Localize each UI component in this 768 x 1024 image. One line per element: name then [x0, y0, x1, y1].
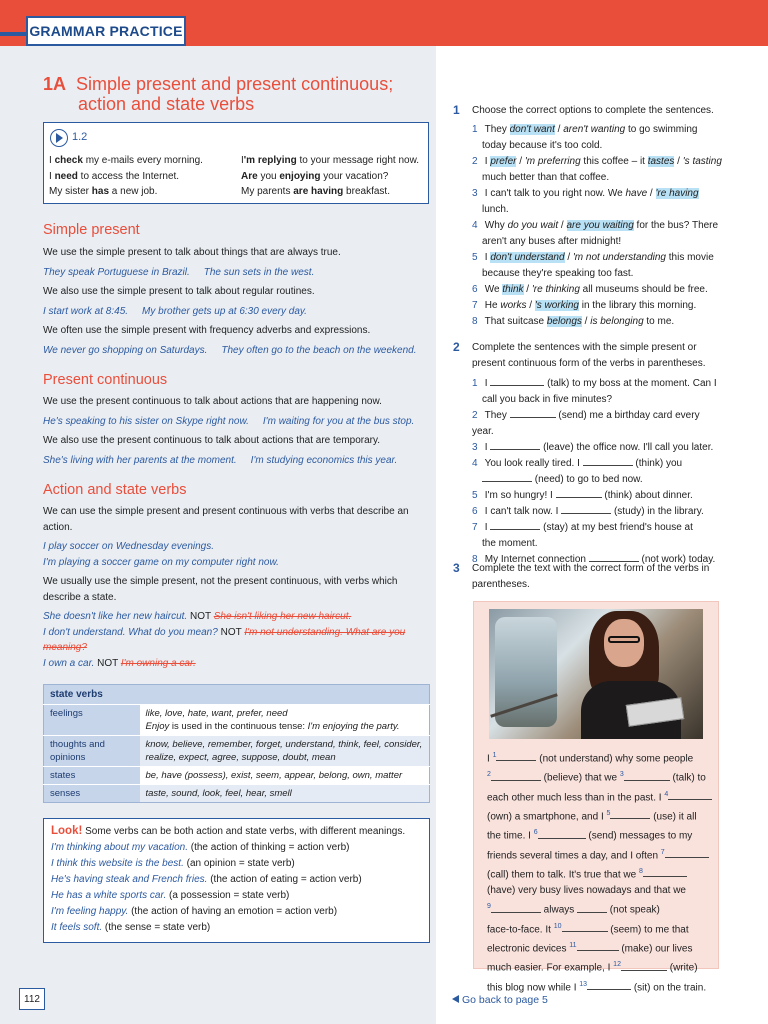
- answer-blank[interactable]: [577, 903, 607, 913]
- blog-text: I $^1$ (not understand) why some people $^2$ (believe) that we $^3$ (talk) to each other much less than in the past. I $^4$ (own) a smartphone, and I $^5$ (use) it all the time. I $^6$ (send) messages to my friends several times a day, and I often $^7$ (call) them to talk. It's true that we $^8$ (have) very busy lives nowadays and that we $^9$ always (not speak) face-to-face. It $^{10}$ (seem) to me that electronic devices $^{11}$ (make) our lives much easier. For example, I $^{12}$ (write) this blog now while I $^{13}$ (sit) on the train.: [487, 748, 715, 996]
- unit-title-line1: Simple present and present continuous;: [76, 74, 394, 94]
- table-cell-key: states: [44, 767, 140, 785]
- look-line: I'm feeling happy. (the action of having an emotion = action verb): [51, 906, 338, 917]
- exercise-item: 7 He works / 's working in the library this morning.: [472, 300, 697, 311]
- exercise2-items: 1 I (talk) to my boss at the moment. Can I call you back in five minutes? 2 They (send) me a birthday card every year. 3 I (leave) the office now. I'll call you later. 4 You look really tired. I (think) you (need) to go to bed now. 5 I'm so hungry! I (think) about dinner. 6 I can't talk now. I (study) in the library. 7 I (stay) at my best friend's house at the moment. 8 My Internet connection (not work) today.: [472, 376, 722, 568]
- rule-text: We can use the simple present and present continuous with verbs that describe an action.: [43, 506, 409, 533]
- audio-line: My sister has a new job.: [49, 186, 158, 197]
- action-state-heading: Action and state verbs: [43, 482, 187, 498]
- exercise-item: 7 I (stay) at my best friend's house at: [472, 522, 693, 533]
- rule-text: We also use the simple present to talk about regular routines.: [43, 286, 315, 297]
- exercise-item: 5 I don't understand / 'm not understanding this movie: [472, 252, 714, 263]
- answer-blank[interactable]: [490, 376, 544, 386]
- audio-examples-right: [241, 153, 419, 200]
- exercise-item: 4 You look really tired. I (think) you: [472, 458, 683, 469]
- exercise-item: 8 My Internet connection (not work) today.: [472, 554, 716, 565]
- answer-blank[interactable]: [561, 504, 611, 514]
- audio-examples-left: [49, 153, 203, 200]
- answer-blank[interactable]: [587, 980, 631, 990]
- audio-example-box: [43, 122, 429, 204]
- exercise-item: 4 Why do you wait / are you waiting for the bus? There: [472, 220, 719, 231]
- unit-title: [43, 74, 433, 114]
- rule-text: We usually use the simple present, not the present continuous, with verbs which describe a state.: [43, 576, 398, 603]
- table-cell-key: thoughts and opinions: [44, 736, 140, 767]
- example-line: They speak Portuguese in Brazil. The sun sets in the west.: [43, 266, 315, 278]
- exercise-item: 2 They (send) me a birthday card every year.: [472, 410, 700, 437]
- audio-line: My parents are having breakfast.: [241, 186, 390, 197]
- table-row: [44, 767, 430, 785]
- audio-line: Are you enjoying your vacation?: [241, 170, 389, 182]
- exercise-item: 5 I'm so hungry! I (think) about dinner.: [472, 490, 693, 501]
- unit-title-line2: action and state verbs: [78, 94, 255, 114]
- audio-line: I check my e-mails every morning.: [49, 155, 203, 166]
- face: [604, 619, 644, 667]
- rule-text: We often use the simple present with frequency adverbs and expressions.: [43, 325, 371, 336]
- rule-text: We also use the present continuous to talk about actions that are temporary.: [43, 435, 381, 446]
- answer-blank[interactable]: [610, 809, 650, 819]
- example-line: He's speaking to his sister on Skype right now. I'm waiting for you at the bus stop.: [43, 415, 415, 427]
- exercise-item: 2 I prefer / 'm preferring this coffee – it tastes / 's tasting: [472, 156, 722, 167]
- example-line: I don't understand. What do you mean? NOT I'm not understanding. What are you meaning?: [43, 626, 406, 653]
- example-line: We never go shopping on Saturdays. They often go to the beach on the weekend.: [43, 344, 417, 356]
- answer-blank[interactable]: [496, 751, 536, 761]
- exercise-item: 3 I (leave) the office now. I'll call you later.: [472, 442, 714, 453]
- simple-present-text: [43, 245, 423, 358]
- answer-blank[interactable]: [621, 961, 667, 971]
- exercise-instruction: Complete the text with the correct form of the verbs in parentheses.: [472, 563, 710, 590]
- go-back-link[interactable]: [452, 994, 548, 1006]
- table-cell-key: senses: [44, 785, 140, 803]
- exercise-item: 6 We think / 're thinking all museums should be free.: [472, 284, 708, 295]
- exercise-instruction: Choose the correct options to complete the sentences.: [472, 105, 714, 116]
- state-verbs-table: [43, 684, 430, 803]
- action-state-text: [43, 504, 418, 671]
- audio-line: I'm replying to your message right now.: [241, 155, 420, 166]
- exercise-number: 1: [453, 103, 460, 117]
- example-line: She's living with her parents at the moment. I'm studying economics this year.: [43, 454, 398, 466]
- answer-blank[interactable]: [665, 848, 709, 858]
- table-cell-value: be, have (possess), exist, seem, appear, belong, own, matter: [140, 767, 430, 785]
- present-continuous-heading: Present continuous: [43, 372, 168, 388]
- go-back-label: Go back to page 5: [462, 994, 548, 1006]
- table-cell-value: taste, sound, look, feel, hear, smell: [140, 785, 430, 803]
- exercise-item: 6 I can't talk now. I (study) in the library.: [472, 506, 704, 517]
- look-intro: Look! Some verbs can be both action and state verbs, with different meanings.: [51, 825, 406, 837]
- look-line: I'm thinking about my vacation. (the action of thinking = action verb): [51, 842, 350, 853]
- example-line: I play soccer on Wednesday evenings.: [43, 541, 215, 552]
- answer-blank[interactable]: [510, 408, 556, 418]
- answer-blank[interactable]: [538, 829, 586, 839]
- audio-track-number: 1.2: [72, 131, 88, 143]
- example-line: She doesn't like her new haircut. NOT She isn't liking her new haircut.: [43, 611, 352, 622]
- exercise-item: 3 I can't talk to you right now. We have / 're having: [472, 188, 699, 199]
- answer-blank[interactable]: [643, 867, 687, 877]
- answer-blank[interactable]: [490, 440, 540, 450]
- audio-line: I need to access the Internet.: [49, 170, 180, 182]
- answer-blank[interactable]: [482, 472, 532, 482]
- rule-text: We use the present continuous to talk about actions that are happening now.: [43, 396, 382, 407]
- rule-text: We use the simple present to talk about things that are always true.: [43, 247, 341, 258]
- answer-blank[interactable]: [583, 456, 633, 466]
- section-badge: GRAMMAR PRACTICE: [26, 16, 186, 46]
- answer-blank[interactable]: [490, 520, 540, 530]
- answer-blank[interactable]: [556, 488, 602, 498]
- example-line: I'm playing a soccer game on my computer right now.: [43, 556, 279, 568]
- answer-blank[interactable]: [668, 790, 712, 800]
- answer-blank[interactable]: [491, 903, 541, 913]
- table-row: [44, 705, 430, 736]
- example-line: I own a car. NOT I'm owning a car.: [43, 657, 196, 669]
- table-header: state verbs: [44, 685, 430, 705]
- look-line: He's having steak and French fries. (the action of eating = action verb): [51, 874, 362, 885]
- look-line: I think this website is the best. (an opinion = state verb): [51, 858, 295, 869]
- exercise-item: 1 I (talk) to my boss at the moment. Can I: [472, 378, 717, 389]
- answer-blank[interactable]: [491, 771, 541, 781]
- answer-blank[interactable]: [624, 771, 670, 781]
- exercise-item: 1 They don't want / aren't wanting to go swimming: [472, 124, 698, 135]
- example-line: I start work at 8:45. My brother gets up at 6:30 every day.: [43, 305, 307, 317]
- look-line: He has a white sports car. (a possession = state verb): [51, 890, 290, 901]
- unit-number: 1A: [43, 74, 67, 94]
- table-cell-key: feelings: [44, 705, 140, 736]
- glasses-icon: [608, 636, 640, 643]
- table-cell-value: like, love, hate, want, prefer, need Enjoy is used in the continuous tense: I'm enjoying the party.: [140, 705, 430, 736]
- page-number: 112: [19, 988, 45, 1010]
- table-cell-value: know, believe, remember, forget, understand, think, feel, consider, realize, expect, agree, suppose, doubt, mean: [140, 736, 430, 767]
- look-line: It feels soft. (the sense = state verb): [51, 922, 211, 933]
- woman-on-train-photo: [489, 609, 703, 739]
- exercise-item: 8 That suitcase belongs / is belonging to me.: [472, 316, 675, 327]
- look-box: [43, 818, 430, 943]
- play-audio-icon[interactable]: [50, 129, 68, 147]
- exercise-number: 3: [453, 561, 460, 575]
- answer-blank[interactable]: [562, 922, 608, 932]
- exercise1-items: 1 They don't want / aren't wanting to go swimming today because it's too cold. 2 I prefer / 'm preferring this coffee – it tastes / 's tasting much better than that coffee. 3 I can't talk to you right now. We have / 're having lunch. 4 Why do you wait / are you waiting for the bus? There aren't any buses after midnight! 5 I don't understand / 'm not understanding this movie because they're speaking too fast. 6 We think / 're thinking all museums should be free. 7 He works / 's working in the library this morning. 8 That suitcase belongs / is belonging to me.: [472, 122, 722, 330]
- exercise-instruction: Complete the sentences with the simple present or present continuous form of the verbs in parentheses.: [472, 342, 706, 369]
- back-arrow-icon: [452, 995, 459, 1003]
- table-row: [44, 736, 430, 767]
- simple-present-heading: Simple present: [43, 222, 140, 238]
- present-continuous-text: [43, 394, 423, 468]
- table-row: [44, 785, 430, 803]
- answer-blank[interactable]: [577, 941, 619, 951]
- exercise-number: 2: [453, 340, 460, 354]
